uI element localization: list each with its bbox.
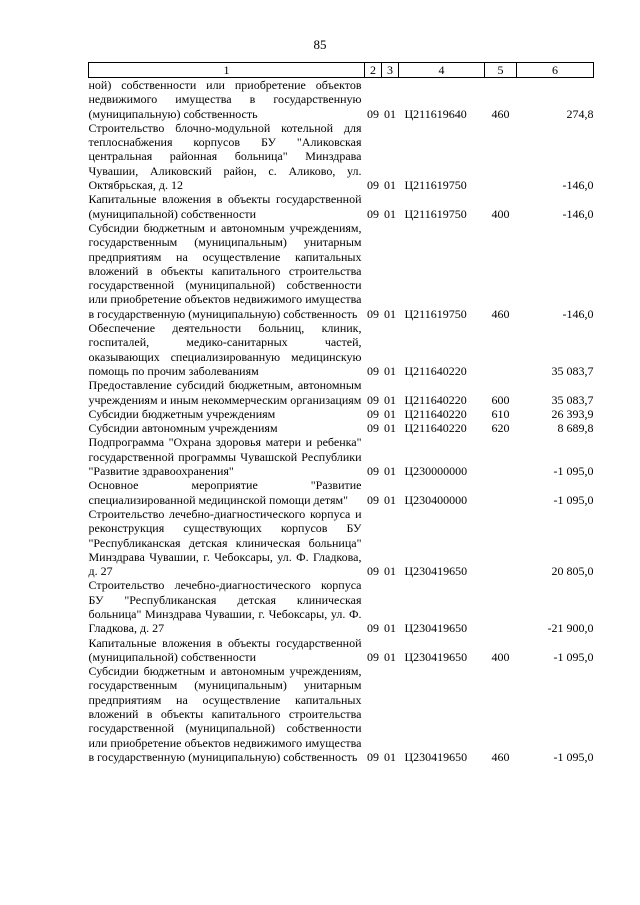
row-subsection: 01 xyxy=(384,392,396,407)
row-description: Строительство блочно-модульной котельной для теплоснабжения корпусов БУ "Аликовская центральная районная больница" Минздрава Чувашии, Аликовский район, с. Аликово, ул. Октябрьская, д. 12 xyxy=(88,120,362,193)
table-row xyxy=(89,221,594,321)
table-row xyxy=(89,78,594,121)
table-row xyxy=(89,507,594,578)
row-expense-type: 400 xyxy=(491,649,510,664)
row-subsection: 01 xyxy=(384,564,396,579)
row-expense-type xyxy=(485,507,517,578)
row-section: 09 xyxy=(367,178,379,193)
row-subsection: 01 xyxy=(384,406,396,421)
row-amount: 35 083,7 xyxy=(551,363,594,378)
row-amount: -146,0 xyxy=(562,206,594,221)
row-description: Субсидии автономным учреждениям xyxy=(88,421,278,436)
row-expense-type: 460 xyxy=(491,749,510,764)
row-section: 09 xyxy=(367,206,379,221)
column-header: 2 xyxy=(365,63,382,78)
row-target-code: Ц211640220 xyxy=(404,406,467,421)
row-target-code: Ц211640220 xyxy=(404,392,467,407)
table-row xyxy=(89,421,594,435)
table-header xyxy=(89,63,594,78)
row-subsection: 01 xyxy=(384,649,396,664)
row-subsection: 01 xyxy=(384,178,396,193)
row-amount: -146,0 xyxy=(562,178,594,193)
row-description: Субсидии бюджетным и автономным учреждениям, государственным (муниципальным) унитарным предприятиям на осуществление капитальных вложений в объекты капитального строительства государственной (муниципальной) собственности или приобретение объектов недвижимого имущества в государственную (муниципальную) собственность xyxy=(88,220,362,321)
row-expense-type: 460 xyxy=(491,306,510,321)
row-expense-type: 400 xyxy=(491,206,510,221)
row-amount: 35 083,7 xyxy=(551,392,594,407)
row-target-code: Ц211619750 xyxy=(404,306,467,321)
row-section: 09 xyxy=(367,363,379,378)
row-expense-type: 610 xyxy=(491,406,510,421)
row-target-code: Ц230419650 xyxy=(404,564,468,579)
row-target-code: Ц211619750 xyxy=(404,206,467,221)
row-subsection: 01 xyxy=(384,106,396,121)
row-target-code: Ц211619750 xyxy=(404,178,467,193)
table-row xyxy=(89,121,594,192)
column-header: 5 xyxy=(485,63,517,78)
row-expense-type xyxy=(485,435,517,478)
row-section: 09 xyxy=(367,564,379,579)
row-subsection: 01 xyxy=(384,421,396,436)
row-section: 09 xyxy=(367,649,379,664)
row-amount: -146,0 xyxy=(562,306,594,321)
table-row xyxy=(89,636,594,665)
row-amount: -21 900,0 xyxy=(547,621,594,636)
column-header: 6 xyxy=(517,63,594,78)
table-row xyxy=(89,192,594,221)
row-subsection: 01 xyxy=(384,492,396,507)
row-expense-type xyxy=(485,121,517,192)
row-section: 09 xyxy=(367,749,379,764)
table-body xyxy=(89,78,594,765)
table-row xyxy=(89,435,594,478)
row-target-code: Ц230400000 xyxy=(404,492,468,507)
row-target-code: Ц211619640 xyxy=(404,106,467,121)
row-description: Капитальные вложения в объекты государственной (муниципальной) собственности xyxy=(88,635,362,664)
row-section: 09 xyxy=(367,464,379,479)
row-description: Субсидии бюджетным и автономным учреждениям, государственным (муниципальным) унитарным предприятиям на осуществление капитальных вложений в объекты капитального строительства государственной (муниципальной) собственности или приобретение объектов недвижимого имущества в государственную (муниципальную) собственность xyxy=(88,664,362,764)
row-section: 09 xyxy=(367,492,379,507)
row-description: Строительство лечебно-диагностического корпуса БУ "Республиканская детская клиническая больница" Минздрава Чувашии, г. Чебоксары, ул. Ф. Гладкова, д. 27 xyxy=(88,578,362,636)
row-subsection: 01 xyxy=(384,306,396,321)
row-target-code: Ц211640220 xyxy=(404,421,467,436)
table-row xyxy=(89,578,594,635)
row-description: Основное мероприятие "Развитие специализированной медицинской помощи детям" xyxy=(88,478,362,507)
table-row xyxy=(89,478,594,507)
row-expense-type xyxy=(485,578,517,635)
row-amount: 26 393,9 xyxy=(551,406,594,421)
row-subsection: 01 xyxy=(384,464,396,479)
row-amount: -1 095,0 xyxy=(553,464,594,479)
row-description: Обеспечение деятельности больниц, клиник, госпиталей, медико-санитарных частей, оказывающих специализированную медицинскую помощь по прочим заболеваниям xyxy=(88,321,362,378)
row-subsection: 01 xyxy=(384,363,396,378)
row-target-code: Ц230000000 xyxy=(404,464,468,479)
row-section: 09 xyxy=(367,421,379,436)
row-amount: -1 095,0 xyxy=(553,492,594,507)
column-header: 4 xyxy=(399,63,485,78)
row-target-code: Ц230419650 xyxy=(404,621,468,636)
row-section: 09 xyxy=(367,106,379,121)
table-row xyxy=(89,378,594,407)
row-amount: -1 095,0 xyxy=(553,749,594,764)
page-number: 85 xyxy=(313,37,327,52)
row-section: 09 xyxy=(367,392,379,407)
row-amount: 8 689,8 xyxy=(557,421,594,436)
row-description: Субсидии бюджетным учреждениям xyxy=(88,406,276,421)
row-subsection: 01 xyxy=(384,749,396,764)
budget-table xyxy=(88,62,594,764)
row-target-code: Ц230419650 xyxy=(404,749,468,764)
row-subsection: 01 xyxy=(384,621,396,636)
table-row xyxy=(89,664,594,764)
row-expense-type: 620 xyxy=(491,421,510,436)
row-amount: 20 805,0 xyxy=(551,564,594,579)
row-target-code: Ц230419650 xyxy=(404,649,468,664)
row-target-code: Ц211640220 xyxy=(404,363,467,378)
table-row xyxy=(89,407,594,421)
row-description: Подпрограмма "Охрана здоровья матери и ребенка" государственной программы Чувашской Республики "Развитие здравоохранения" xyxy=(88,435,362,479)
row-section: 09 xyxy=(367,621,379,636)
row-expense-type: 600 xyxy=(491,392,510,407)
row-expense-type xyxy=(485,478,517,507)
row-amount: -1 095,0 xyxy=(553,649,594,664)
row-subsection: 01 xyxy=(384,206,396,221)
row-description: Строительство лечебно-диагностического корпуса и реконструкция существующих корпусов БУ "Республиканская детская клиническая больница" Минздрава Чувашии, г. Чебоксары, ул. Ф. Гладкова, д. 27 xyxy=(88,506,362,579)
table-row xyxy=(89,321,594,378)
row-expense-type: 460 xyxy=(491,106,510,121)
row-description: Капитальные вложения в объекты государственной (муниципальной) собственности xyxy=(88,192,362,221)
row-section: 09 xyxy=(367,306,379,321)
row-amount: 274,8 xyxy=(566,106,594,121)
column-header: 3 xyxy=(382,63,399,78)
column-header: 1 xyxy=(89,63,365,78)
row-expense-type xyxy=(485,321,517,378)
row-description: ной) собственности или приобретение объектов недвижимого имущества в государственную (муниципальную) собственность xyxy=(88,78,362,121)
row-section: 09 xyxy=(367,406,379,421)
row-description: Предоставление субсидий бюджетным, автономным учреждениям и иным некоммерческим организациям xyxy=(88,378,362,407)
